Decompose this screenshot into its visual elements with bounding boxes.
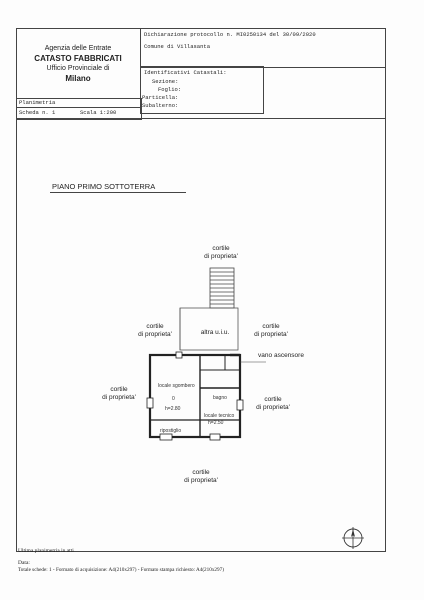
top-separator — [16, 118, 385, 119]
room-storage-height: h=2.80 — [165, 406, 181, 412]
catasto-title: CATASTO FABBRICATI — [34, 54, 122, 63]
sezione-label: Sezione: — [152, 78, 179, 85]
room-closet: ripostiglio — [160, 428, 182, 434]
agency-name: Agenzia delle Entrate — [44, 45, 112, 52]
area-north: cortile di proprieta' — [204, 245, 238, 260]
other-unit-outline — [180, 308, 238, 350]
sheet-scale: Scala 1:200 — [80, 109, 117, 116]
north-arrow-icon — [340, 525, 366, 551]
room-storage: locale sgombero — [158, 383, 195, 389]
other-unit-label: altra u.i.u. — [200, 329, 230, 336]
office-label: Ufficio Provinciale di — [46, 65, 110, 72]
footer-note: Ultima planimetria in atti — [18, 548, 74, 554]
staircase — [210, 268, 234, 308]
footer-date: Data: — [18, 560, 30, 566]
room-zero: 0 — [172, 396, 175, 402]
area-east-lower: cortile di proprieta' — [256, 396, 290, 411]
particella-label: Particella: — [142, 94, 179, 101]
openings — [147, 352, 243, 440]
subalterno-label: Subalterno: — [142, 102, 179, 109]
footer-totals: Totale schede: 1 - Formato di acquisizione: A4(210x297) - Formato stampa richiesto: A4(210x297) — [18, 567, 224, 573]
room-boiler-height: h=2.50 — [208, 420, 224, 426]
elevator-label: vano ascensore — [258, 352, 304, 359]
area-west-upper: cortile di proprieta' — [138, 323, 172, 338]
sheet-type: Planimetria — [19, 99, 56, 106]
foglio-label: Foglio: — [158, 86, 182, 93]
sheet-number: Scheda n. 1 — [19, 109, 56, 116]
comune-label: Comune di Villasanta — [144, 43, 211, 50]
plan-title: PIANO PRIMO SOTTOTERRA — [52, 182, 156, 191]
sheet-divider — [16, 107, 141, 108]
room-bath: bagno — [213, 395, 227, 401]
area-south: cortile di proprieta' — [184, 469, 218, 484]
room-boiler: locale tecnico — [204, 413, 235, 419]
plan-title-underline — [50, 192, 186, 193]
area-west-lower: cortile di proprieta' — [102, 386, 136, 401]
identifiers-title: Identificativi Catastali: — [144, 69, 227, 76]
agency-block — [18, 44, 138, 84]
declaration-label: Dichiarazione protocollo n. MI0250134 del 30/09/2020 — [144, 31, 316, 38]
city-label: Milano — [65, 74, 91, 83]
area-east-upper: cortile di proprieta' — [254, 323, 288, 338]
